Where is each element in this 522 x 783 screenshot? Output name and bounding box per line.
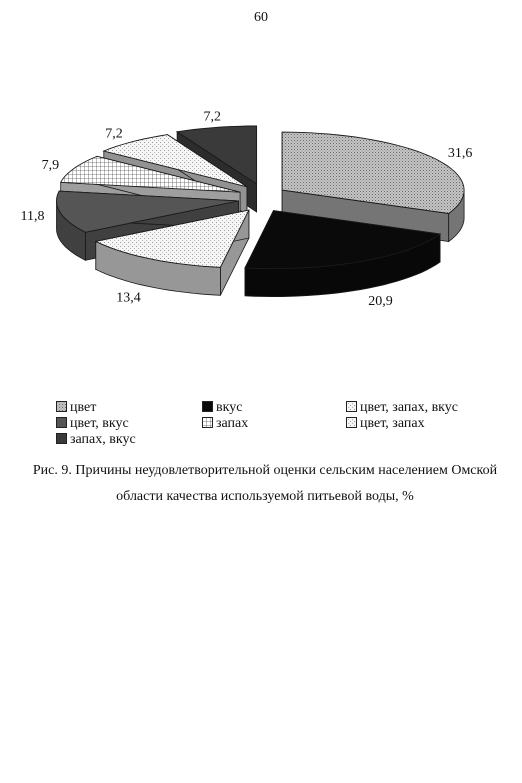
data-label: 7,2 <box>105 126 123 142</box>
caption-line-1: Рис. 9. Причины неудовлетворительной оценки сельским населением Омской <box>32 463 498 478</box>
legend-label: запах, вкус <box>70 432 136 447</box>
legend-label: цвет, запах <box>360 416 425 431</box>
pie-chart <box>0 110 522 330</box>
legend-item <box>202 416 248 432</box>
chart-legend <box>56 400 496 448</box>
legend-label: цвет, вкус <box>70 416 129 431</box>
legend-item <box>56 416 129 432</box>
data-label: 31,6 <box>447 145 473 161</box>
legend-item <box>56 432 136 448</box>
data-label: 11,8 <box>20 208 45 224</box>
legend-swatch <box>56 417 67 428</box>
data-label: 7,2 <box>203 110 221 125</box>
legend-swatch <box>346 417 357 428</box>
legend-swatch <box>202 417 213 428</box>
pie-sides <box>57 126 465 297</box>
legend-label: запах <box>216 416 249 431</box>
legend-swatch <box>202 401 213 412</box>
legend-item <box>202 400 242 416</box>
data-label: 20,9 <box>368 294 393 310</box>
legend-label: цвет <box>70 400 97 415</box>
legend-label: цвет, запах, вкус <box>360 400 458 415</box>
data-label: 13,4 <box>116 290 141 306</box>
caption-line-2: области качества используемой питьевой воды, % <box>116 489 414 504</box>
legend-label: вкус <box>216 400 243 415</box>
legend-item <box>56 400 96 416</box>
legend-swatch <box>56 433 67 444</box>
figure-caption <box>30 458 500 510</box>
legend-swatch <box>346 401 357 412</box>
legend-swatch <box>56 401 67 412</box>
page-number: 60 <box>254 10 268 25</box>
legend-item <box>346 416 425 432</box>
legend-item <box>346 400 458 416</box>
data-label: 7,9 <box>41 157 60 173</box>
